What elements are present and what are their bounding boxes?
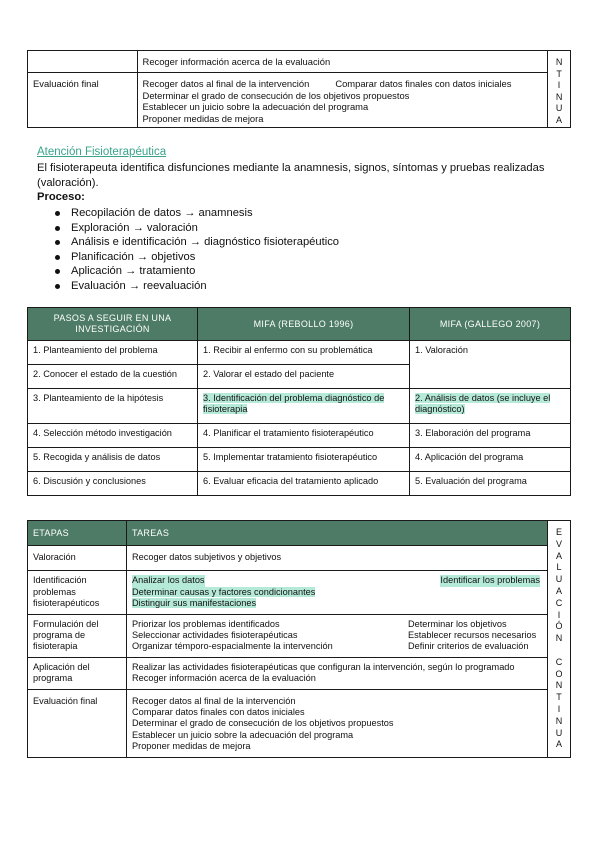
task-text: Recoger datos al final de la intervención	[132, 695, 296, 706]
task-text: Seleccionar actividades fisioterapéuticas	[132, 630, 298, 641]
table-row	[28, 448, 571, 472]
table-row	[28, 657, 571, 689]
task-cell	[127, 657, 548, 689]
table-header-row	[28, 521, 571, 546]
list-item-text: Recopilación de datos → anamnesis	[71, 207, 253, 219]
table-row	[28, 424, 571, 448]
task-cell: Recoger datos subjetivos y objetivos	[127, 546, 548, 571]
side-letter: C	[555, 656, 563, 667]
table-cell: 4. Planificar el tratamiento fisioterapéutico	[198, 424, 410, 448]
list-item	[55, 279, 339, 294]
table-header-row	[28, 308, 571, 341]
side-letter: N	[555, 57, 563, 67]
highlighted-text: 2. Análisis de datos (se incluye el diagnóstico)	[415, 393, 551, 414]
side-letter: N	[555, 91, 563, 102]
side-letter: N	[555, 715, 563, 726]
section-title: Atención Fisioterapéutica	[37, 146, 167, 158]
side-letter: L	[556, 562, 562, 573]
table-cell: 1. Valoración	[410, 341, 571, 389]
task-text: Recoger datos al final de la intervención	[142, 78, 310, 89]
side-letter: I	[557, 80, 561, 91]
list-item-text: Planificación → objetivos	[71, 250, 196, 263]
table-cell: 5. Implementar tratamiento fisioterapéutico	[198, 448, 410, 472]
task-text: Recoger información acerca de la evaluación	[132, 673, 316, 684]
column-header: PASOS A SEGUIR EN UNA INVESTIGACIÓN	[28, 308, 198, 341]
highlighted-text: 3. Identificación del problema diagnóstico de fisioterapia	[203, 393, 385, 414]
stage-label: Identificación problemas fisioterapéuticos	[28, 571, 127, 614]
task-text: Determinar los objetivos	[408, 618, 507, 629]
section-description: El fisioterapeuta identifica disfunciones mediante la anamnesis, signos, síntomas y pruebas realizadas (valoración).	[37, 162, 545, 189]
side-letter: U	[555, 727, 563, 738]
side-label-column	[548, 521, 571, 758]
task-text: Comparar datos finales con datos iniciales	[335, 78, 512, 89]
side-letter: U	[555, 574, 563, 585]
table-row	[28, 546, 571, 571]
task-cell	[127, 689, 548, 757]
task-text: Determinar el grado de consecución de los objetivos propuestos	[142, 89, 410, 101]
bullet-icon	[55, 240, 60, 245]
table-row	[28, 689, 571, 757]
stage-label-text: Evaluación final	[33, 78, 99, 89]
list-item-text: Exploración → valoración	[71, 221, 198, 234]
table-row	[28, 389, 571, 424]
table-cell: 4. Aplicación del programa	[410, 448, 571, 472]
bullet-icon	[55, 255, 60, 260]
list-item-text: Evaluación → reevaluación	[71, 279, 207, 292]
table-cell: 6. Discusión y conclusiones	[28, 472, 198, 496]
comparison-table	[27, 307, 571, 496]
task-text: Proponer medidas de mejora	[142, 112, 264, 124]
stage-label: Valoración	[28, 546, 127, 571]
side-letter: A	[555, 585, 562, 596]
side-letter: C	[555, 597, 563, 608]
task-text: Proponer medidas de mejora	[132, 741, 251, 752]
empty-cell	[28, 51, 138, 73]
stages-table	[27, 520, 571, 758]
list-item	[55, 221, 339, 236]
task-text: Organizar témporo-espacialmente la intervención	[132, 641, 333, 652]
table-row	[28, 341, 571, 365]
task-cell	[127, 614, 548, 657]
column-header: MIFA (REBOLLO 1996)	[198, 308, 410, 341]
side-letter: I	[557, 703, 561, 714]
task-text: Determinar el grado de consecución de los objetivos propuestos	[132, 718, 394, 729]
side-letter: I	[557, 609, 561, 620]
task-cell	[137, 51, 548, 73]
task-text: Establecer un juicio sobre la adecuación del programa	[142, 101, 369, 113]
side-letter: T	[556, 692, 562, 703]
side-letter: E	[555, 527, 562, 537]
task-text: Realizar las actividades fisioterapéuticas que configuran la intervención, según lo programado	[132, 661, 515, 672]
side-letter: T	[556, 68, 562, 79]
task-text: Priorizar los problemas identificados	[132, 618, 280, 629]
stage-label: Formulación del programa de fisioterapia	[28, 614, 127, 657]
bullet-icon	[55, 284, 60, 289]
highlighted-text: Identificar los problemas	[440, 575, 540, 586]
task-text: Establecer recursos necesarios	[408, 630, 537, 641]
list-item	[55, 235, 339, 250]
table-cell: 5. Recogida y análisis de datos	[28, 448, 198, 472]
column-header: ETAPAS	[28, 521, 127, 546]
task-text: Comparar datos finales con datos iniciales	[132, 707, 305, 718]
bullet-icon	[55, 269, 60, 274]
list-item	[55, 250, 339, 265]
task-text: Definir criterios de evaluación	[408, 641, 529, 652]
stage-label: Aplicación del programa	[28, 657, 127, 689]
table-cell: 2. Conocer el estado de la cuestión	[28, 365, 198, 389]
stage-label	[28, 73, 138, 128]
side-letter: A	[555, 739, 562, 750]
list-item-text: Aplicación → tratamiento	[71, 265, 196, 278]
table-cell: 5. Evaluación del programa	[410, 472, 571, 496]
side-spacer	[548, 645, 570, 657]
list-item-text: Análisis e identificación → diagnóstico fisioterapéutico	[71, 236, 340, 249]
bullet-icon	[55, 226, 60, 231]
task-text: Establecer un juicio sobre la adecuación del programa	[132, 729, 354, 740]
column-header: MIFA (GALLEGO 2007)	[410, 308, 571, 341]
table-cell: 6. Evaluar eficacia del tratamiento aplicado	[198, 472, 410, 496]
highlighted-text: Determinar causas y factores condicionantes	[132, 586, 316, 597]
list-item	[55, 206, 339, 221]
task-cell	[137, 73, 548, 128]
table-cell: 4. Selección método investigación	[28, 424, 198, 448]
side-letter: N	[555, 633, 563, 644]
list-item	[55, 264, 339, 279]
highlighted-text: Distinguir sus manifestaciones	[132, 598, 257, 609]
process-label: Proceso:	[37, 191, 85, 203]
evaluation-table-top	[27, 50, 571, 128]
table-row	[28, 614, 571, 657]
side-letter: Ó	[555, 621, 563, 632]
side-letter: U	[555, 103, 563, 114]
table-cell	[198, 389, 410, 424]
table-cell: 2. Valorar el estado del paciente	[198, 365, 410, 389]
side-label-column	[548, 51, 571, 128]
table-cell: 1. Planteamiento del problema	[28, 341, 198, 365]
table-row	[28, 472, 571, 496]
column-header: TAREAS	[127, 521, 548, 546]
stage-label: Evaluación final	[28, 689, 127, 757]
table-cell: 3. Planteamiento de la hipótesis	[28, 389, 198, 424]
side-letter: A	[556, 114, 563, 125]
process-list	[55, 206, 339, 294]
side-letter: V	[555, 538, 562, 549]
task-text: Recoger información acerca de la evaluación	[142, 55, 331, 67]
bullet-icon	[55, 211, 60, 216]
side-letter: A	[555, 550, 562, 561]
table-cell: 3. Elaboración del programa	[410, 424, 571, 448]
table-cell: 1. Recibir al enfermo con su problemática	[198, 341, 410, 365]
table-cell	[410, 389, 571, 424]
task-cell	[127, 571, 548, 614]
side-letter: N	[555, 680, 563, 691]
highlighted-text: Analizar los datos	[132, 575, 205, 586]
side-letter: O	[555, 668, 563, 679]
table-row	[28, 571, 571, 614]
